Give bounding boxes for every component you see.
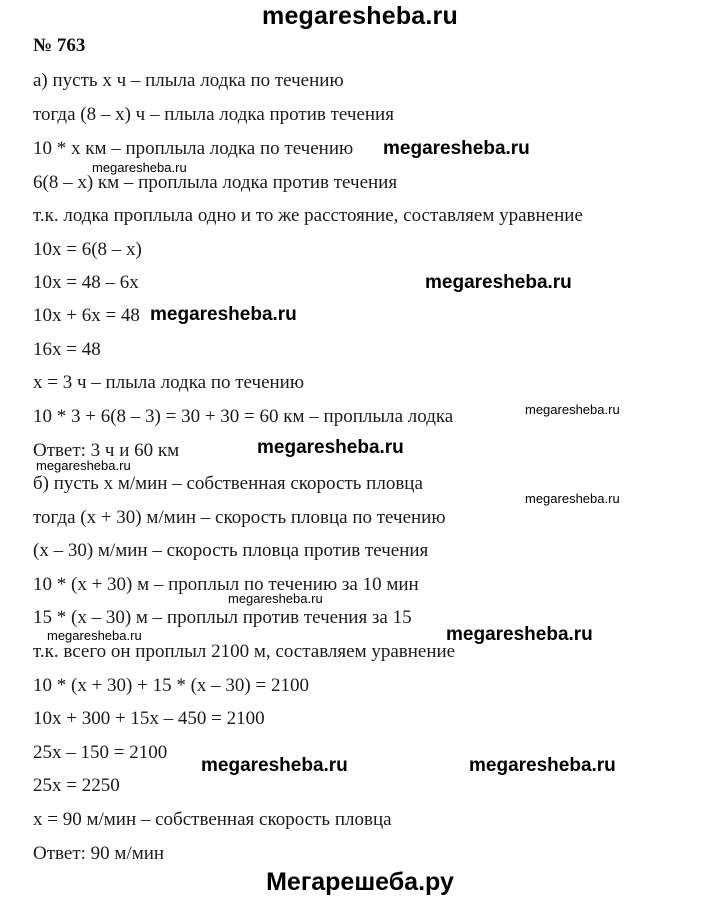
solution-line: 10х = 6(8 – х) [33, 239, 142, 260]
solution-line: б) пусть х м/мин – собственная скорость пловца [33, 473, 423, 494]
solution-line: 25х = 2250 [33, 775, 120, 796]
solution-line: 6(8 – х) км – проплыла лодка против течения [33, 172, 398, 193]
watermark: megaresheba.ru [150, 304, 297, 325]
solution-line: 16х = 48 [33, 339, 101, 360]
watermark: megaresheba.ru [92, 160, 187, 175]
watermark: megaresheba.ru [257, 437, 404, 458]
solution-line: 10 * х км – проплыла лодка по течению [33, 138, 354, 159]
solution-line: х = 90 м/мин – собственная скорость пловца [33, 809, 392, 830]
answer-line: Ответ: 90 м/мин [33, 843, 165, 864]
site-footer: Мегарешеба.ру [266, 868, 454, 896]
solution-line: а) пусть х ч – плыла лодка по течению [33, 70, 344, 91]
solution-line: тогда (8 – х) ч – плыла лодка против течения [33, 104, 394, 125]
watermark: megaresheba.ru [47, 628, 142, 643]
solution-line: 25х – 150 = 2100 [33, 742, 168, 763]
solution-line: 10 * 3 + 6(8 – 3) = 30 + 30 = 60 км – проплыла лодка [33, 406, 454, 427]
solution-line: 10х = 48 – 6х [33, 272, 139, 293]
watermark: megaresheba.ru [383, 138, 530, 159]
watermark: megaresheba.ru [469, 755, 616, 776]
watermark: megaresheba.ru [525, 491, 620, 506]
solution-line: 10х + 300 + 15х – 450 = 2100 [33, 708, 265, 729]
watermark: megaresheba.ru [228, 591, 323, 606]
solution-line: (х – 30) м/мин – скорость пловца против течения [33, 540, 429, 561]
watermark: megaresheba.ru [446, 624, 593, 645]
solution-line: 15 * (х – 30) м – проплыл против течения за 15 [33, 607, 412, 628]
watermark: megaresheba.ru [425, 272, 572, 293]
watermark: megaresheba.ru [525, 402, 620, 417]
solution-line: т.к. всего он проплыл 2100 м, составляем уравнение [33, 641, 456, 662]
problem-number: № 763 [33, 35, 86, 56]
solution-line: 10 * (х + 30) + 15 * (х – 30) = 2100 [33, 675, 309, 696]
watermark: megaresheba.ru [36, 458, 131, 473]
solution-line: тогда (х + 30) м/мин – скорость пловца по течению [33, 507, 446, 528]
solution-line: х = 3 ч – плыла лодка по течению [33, 372, 305, 393]
site-header: megaresheba.ru [262, 2, 458, 30]
watermark: megaresheba.ru [201, 755, 348, 776]
solution-line: т.к. лодка проплыла одно и то же расстояние, составляем уравнение [33, 205, 583, 226]
solution-line: 10 * (х + 30) м – проплыл по течению за 10 мин [33, 574, 419, 595]
solution-line: 10х + 6х = 48 [33, 305, 140, 326]
answer-line: Ответ: 3 ч и 60 км [33, 440, 180, 461]
